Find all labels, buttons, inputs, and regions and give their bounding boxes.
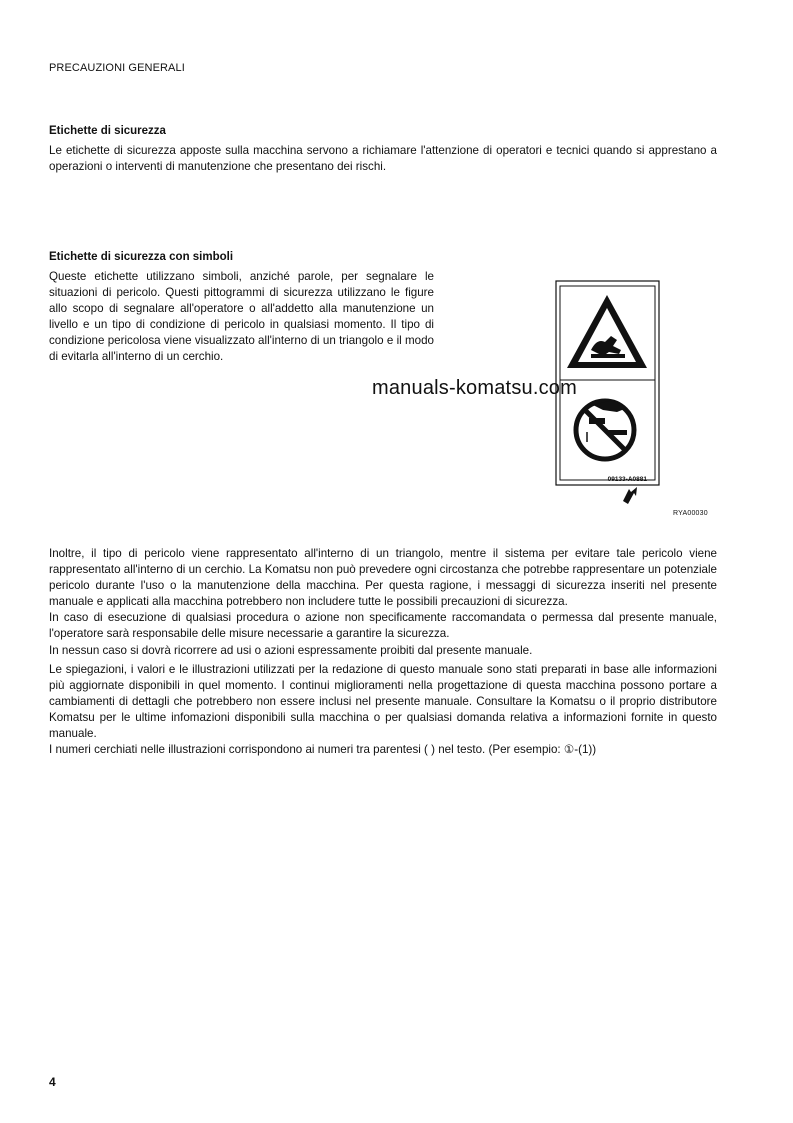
arrow-icon xyxy=(623,487,637,504)
section-header: PRECAUZIONI GENERALI xyxy=(49,62,185,74)
label-part-code: 09133-A0881 xyxy=(607,476,647,483)
figure-caption: RYA00030 xyxy=(673,510,708,517)
safety-labels-heading: Etichette di sicurezza xyxy=(49,125,166,137)
prohibition-circle-icon xyxy=(576,400,634,459)
body-paragraph: In nessun caso si dovrà ricorrere ad usi o azioni espressamente proibiti dal presente manuale. xyxy=(49,643,533,657)
body-text xyxy=(49,546,717,758)
body-paragraph: Le spiegazioni, i valori e le illustrazioni utilizzati per la redazione di questo manuale sono stati preparati in base alle informazioni più aggiornate disponibili in quel momento. I continui miglioramenti nella progettazione di questa macchina possono portare a cambiamenti di dettagli che potrebbero non essere inclusi nel presente manuale. Consultare la Komatsu o il proprio distributore Komatsu per le ultime infomazioni disponibili sulla macchina o per qualsiasi domanda relativa a informazioni fornite in questo manuale. xyxy=(49,662,717,741)
watermark: manuals-komatsu.com xyxy=(372,377,577,399)
symbol-labels-text: Queste etichette utilizzano simboli, anziché parole, per segnalare le situazioni di pericolo. Questi pittogrammi di sicurezza utilizzano le figure allo scopo di segnalare all'operatore o all'addetto alla manutenzione un livello e un tipo di condizione di pericolo in qualsiasi momento. Il tipo di condizione pericolosa viene visualizzato all'interno di un triangolo e il modo di evitarla all'interno di un cerchio. xyxy=(49,270,434,364)
safety-labels-text: Le etichette di sicurezza apposte sulla macchina servono a richiamare l'attenzione di operatori e tecnici quando si apprestano a operazioni o interventi di manutenzione che presentano dei rischi. xyxy=(49,144,717,174)
symbol-labels-heading: Etichette di sicurezza con simboli xyxy=(49,251,234,263)
body-paragraph: In caso di esecuzione di qualsiasi procedura o azione non specificamente raccomandata o permessa dal presente manuale, l'operatore sarà responsabile delle misure necessarie a garantire la sicurezza. xyxy=(49,611,717,641)
page-number: 4 xyxy=(49,1075,56,1089)
body-paragraph: I numeri cerchiati nelle illustrazioni corrispondono ai numeri tra parentesi ( ) nel testo. (Per esempio: ①-(1)) xyxy=(49,743,597,757)
body-paragraph: Inoltre, il tipo di pericolo viene rappresentato all'interno di un triangolo, mentre il sistema per evitare tale pericolo viene rappresentato all'interno di un cerchio. La Komatsu non può prevedere ogni circostanza che potrebbe rappresentare un potenziale pericolo durante l'uso o la manutenzione della macchina. Per questa ragione, i messaggi di sicurezza inseriti nel presente manuale e applicati alla macchina potrebbero non includere tutte le possibili precauzioni di sicurezza. xyxy=(49,547,717,609)
warning-triangle-icon xyxy=(567,295,647,368)
